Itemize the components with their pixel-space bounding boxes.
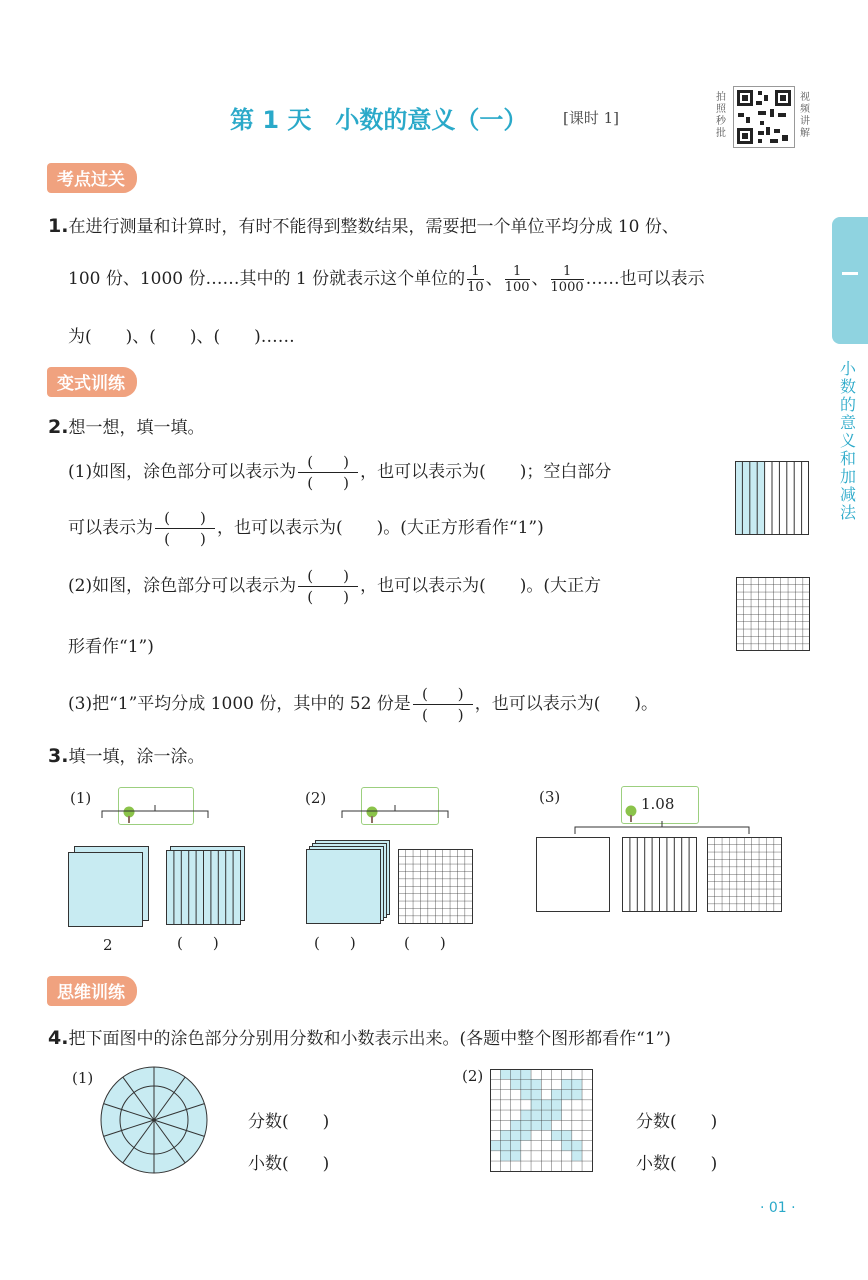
q3-item2-below-1[interactable]: ( ) — [314, 934, 356, 952]
hundredths-grid — [736, 577, 810, 651]
tenths-figure — [735, 461, 809, 535]
q3-item2-grid — [398, 849, 474, 925]
q4-grid-figure — [490, 1069, 594, 1173]
q3-item3-label: (3) — [539, 788, 561, 806]
q4-item2-label: (2) — [462, 1067, 484, 1085]
q3-item1-bracket — [100, 805, 210, 819]
fraction-thousandth: $\frac{1}{1000}$ — [550, 264, 584, 295]
q2-p2-line1: (2)如图，涂色部分可以表示为 ( ) ( )，也可以表示为( )。(大正方 — [68, 567, 601, 606]
q3-item3-hundredths[interactable] — [707, 837, 783, 913]
q1-line3[interactable]: 为( )、( )、( )…… — [68, 327, 295, 347]
page-title: 第 1 天 小数的意义（一） — [230, 106, 528, 134]
q3-item1-below-2[interactable]: ( ) — [177, 934, 219, 952]
q4-item2-fraction[interactable]: 分数( ) — [636, 1112, 718, 1132]
q3-item3-tenths[interactable] — [622, 837, 698, 913]
q1-line2: 100 份、1000 份……其中的 1 份就表示这个单位的 $\frac{1}{10}$ 、 $\frac{1}{100}$ 、 $\frac{1}{1000}$ ……也可以表示 — [68, 264, 705, 295]
q4-item1-fraction[interactable]: 分数( ) — [248, 1112, 330, 1132]
blank-fraction[interactable]: ( ) ( ) — [298, 566, 358, 607]
q2-number: 2. — [48, 416, 69, 438]
q2-p3: (3)把“1”平均分成 1000 份，其中的 52 份是 ( ) ( )，也可以表示为( )。 — [68, 685, 659, 724]
q2-p1-line2: 可以表示为 ( ) ( )，也可以表示为( )。(大正方形看作“1”) — [68, 509, 544, 548]
q3-item3-bracket — [573, 821, 751, 835]
fraction-hundredth: $\frac{1}{100}$ — [504, 264, 530, 295]
q3-item1-below-1: 2 — [103, 936, 113, 954]
q3-head: 填一填，涂一涂。 — [68, 747, 205, 767]
q2-p2-line2: 形看作“1”) — [68, 637, 154, 657]
fraction-tenth: $\frac{1}{10}$ — [467, 264, 484, 295]
q3-item2-below-2[interactable]: ( ) — [404, 934, 446, 952]
section-kaodian: 考点过关 — [47, 163, 137, 193]
q1-line2-pre: 100 份、1000 份……其中的 1 份就表示这个单位的 — [68, 269, 466, 289]
qr-left-label: 拍照秒批 — [716, 92, 726, 139]
blank-fraction[interactable]: ( ) ( ) — [155, 508, 215, 549]
lesson-tag: [课时 1] — [563, 109, 620, 127]
blank-fraction[interactable]: ( ) ( ) — [298, 452, 358, 493]
q3-number: 3. — [48, 745, 69, 767]
q4-number: 4. — [48, 1027, 69, 1049]
blank-fraction[interactable]: ( ) ( ) — [413, 684, 473, 725]
qr-right-label: 视频讲解 — [800, 92, 810, 139]
q1-number: 1. — [48, 215, 69, 237]
chapter-tab — [832, 217, 868, 344]
chapter-mark — [842, 272, 858, 275]
q3-item1-tenths-stack — [166, 846, 248, 928]
q3-item3-whole[interactable] — [536, 837, 611, 913]
qr-code-icon[interactable] — [733, 86, 795, 148]
q4-item2-decimal[interactable]: 小数( ) — [636, 1154, 718, 1174]
q3-item2-bracket — [340, 805, 450, 819]
section-siwei: 思维训练 — [47, 976, 137, 1006]
section-bianshi: 变式训练 — [47, 367, 137, 397]
q4-item1-decimal[interactable]: 小数( ) — [248, 1154, 330, 1174]
q4-head: 把下面图中的涂色部分分别用分数和小数表示出来。(各题中整个图形都看作“1”) — [68, 1029, 671, 1049]
q3-item2-label: (2) — [305, 789, 327, 807]
chapter-title: 小数的意义和加减法 — [839, 359, 856, 522]
q1-line2-post: ……也可以表示 — [585, 269, 705, 289]
q2-p1-line1: (1)如图，涂色部分可以表示为 ( ) ( )，也可以表示为( )；空白部分 — [68, 453, 612, 492]
q3-item2-wholes — [306, 840, 392, 928]
q3-item3-value: 1.08 — [641, 795, 675, 813]
q3-item1-label: (1) — [70, 789, 92, 807]
page-number: · 01 · — [760, 1200, 796, 1216]
q4-item1-label: (1) — [72, 1069, 94, 1087]
q1-line1: 在进行测量和计算时，有时不能得到整数结果，需要把一个单位平均分成 10 份、 — [68, 217, 679, 237]
q3-item1-wholes — [68, 846, 150, 928]
q4-circle-figure — [99, 1065, 209, 1175]
q2-head: 想一想，填一填。 — [68, 418, 205, 438]
